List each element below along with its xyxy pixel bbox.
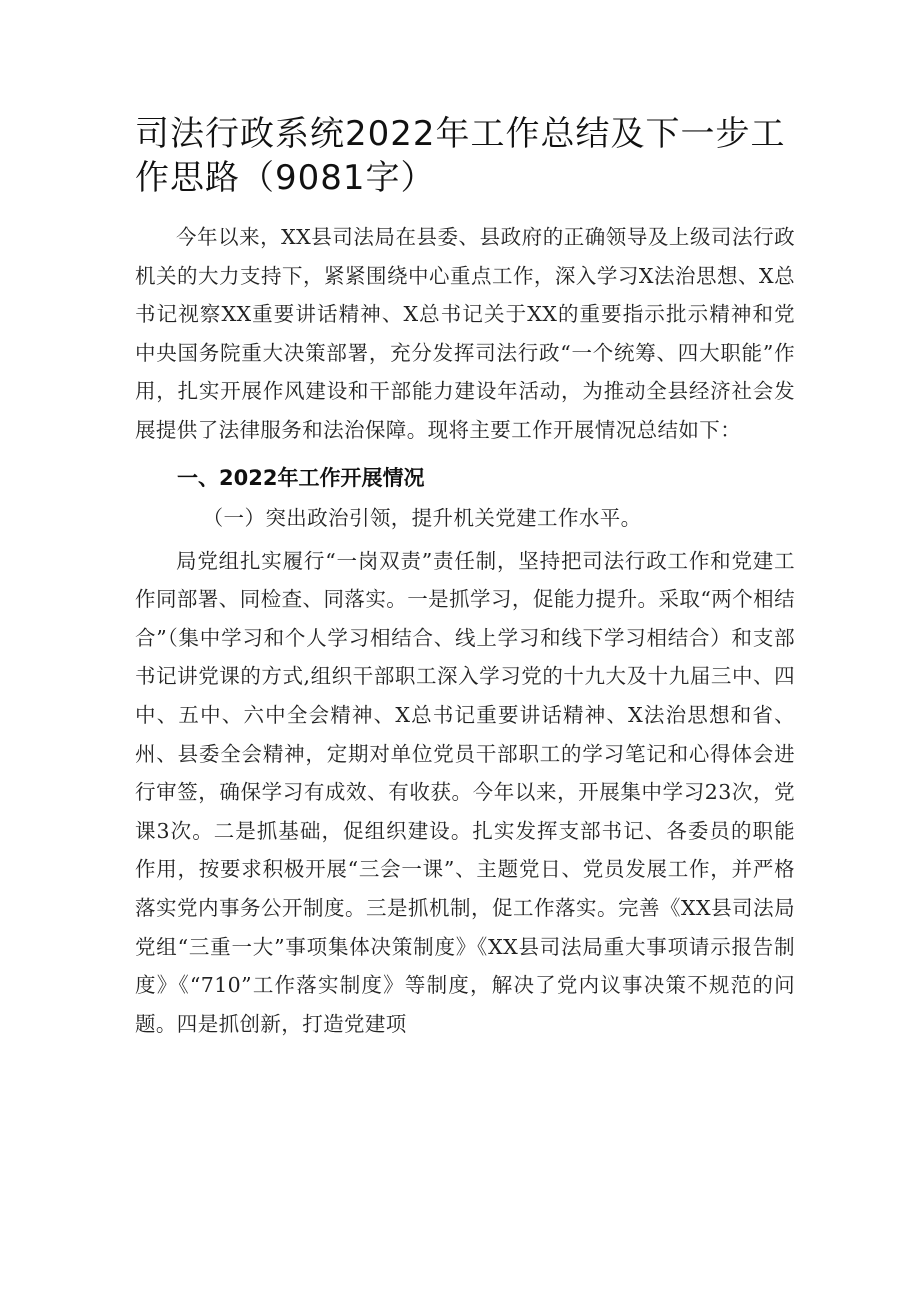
section-heading: 一、2022年工作开展情况 (177, 465, 425, 490)
document-title: 司法行政系统2022年工作总结及下一步工作思路（9081字） (135, 114, 786, 198)
intro-paragraph: 今年以来，XX县司法局在县委、县政府的正确领导及上级司法行政机关的大力支持下，紧紧围绕中心重点工作，深入学习X法治思想、X总书记视察XX重要讲话精神、X总书记关于XX的重要指示批示精神和党中央国务院重大决策部署，充分发挥司法行政“一个统筹、四大职能”作用，扎实开展作风建设和干部能力建设年活动，为推动全县经济社会发展提供了法律服务和法治保障。现将主要工作开展情况总结如下： (135, 225, 795, 442)
document-page (135, 100, 795, 1043)
subsection-heading: （一）突出政治引领，提升机关党建工作水平。 (202, 505, 642, 530)
body-paragraph: 局党组扎实履行“一岗双责”责任制，坚持把司法行政工作和党建工作同部署、同检查、同落实。一是抓学习，促能力提升。采取“两个相结合”（集中学习和个人学习相结合、线上学习和线下学习相结合）和支部书记讲党课的方式,组织干部职工深入学习党的十九大及十九届三中、四中、五中、六中全会精神、X总书记重要讲话精神、X法治思想和省、州、县委全会精神，定期对单位党员干部职工的学习笔记和心得体会进行审签，确保学习有成效、有收获。今年以来，开展集中学习23次，党课3次。二是抓基础，促组织建设。扎实发挥支部书记、各委员的职能作用，按要求积极开展“三会一课”、主题党日、党员发展工作，并严格落实党内事务公开制度。三是抓机制，促工作落实。完善《XX县司法局党组“三重一大”事项集体决策制度》《XX县司法局重大事项请示报告制度》《“710”工作落实制度》等制度，解决了党内议事决策不规范的问题。四是抓创新，打造党建项 (135, 548, 795, 1036)
